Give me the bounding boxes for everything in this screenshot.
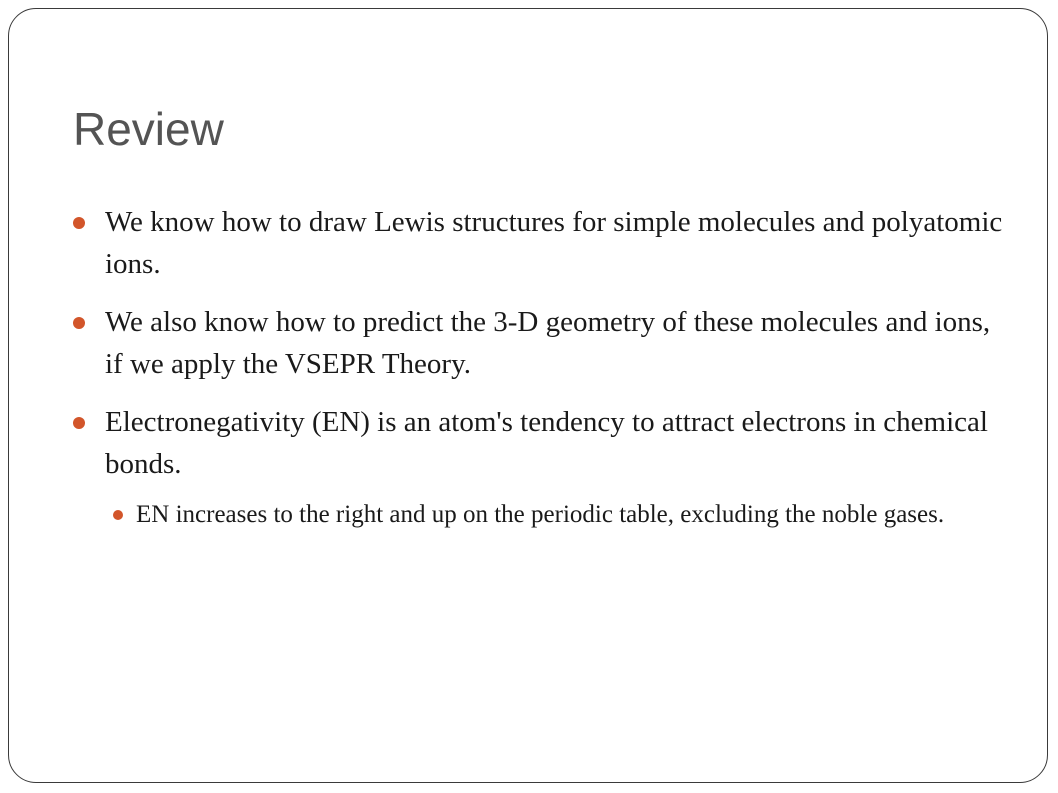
bullet-text: Electronegativity (EN) is an atom's tendency to attract electrons in chemical bonds. — [105, 406, 988, 480]
slide-title: Review — [73, 103, 224, 155]
slide-frame — [8, 8, 1048, 783]
bullet-list — [9, 201, 1049, 532]
bullet-item — [9, 201, 1049, 285]
sub-bullet-dot-icon — [113, 510, 123, 520]
bullet-text: We know how to draw Lewis structures for simple molecules and polyatomic ions. — [105, 206, 1003, 280]
bullet-dot-icon — [73, 317, 85, 329]
bullet-item — [9, 401, 1049, 485]
sub-bullet-item — [9, 497, 1049, 532]
bullet-dot-icon — [73, 217, 85, 229]
bullet-text: We also know how to predict the 3-D geometry of these molecules and ions, if we apply the VSEPR Theory. — [105, 306, 991, 380]
bullet-dot-icon — [73, 417, 85, 429]
sub-bullet-text: EN increases to the right and up on the periodic table, excluding the noble gases. — [136, 501, 945, 528]
bullet-item — [9, 301, 1049, 385]
